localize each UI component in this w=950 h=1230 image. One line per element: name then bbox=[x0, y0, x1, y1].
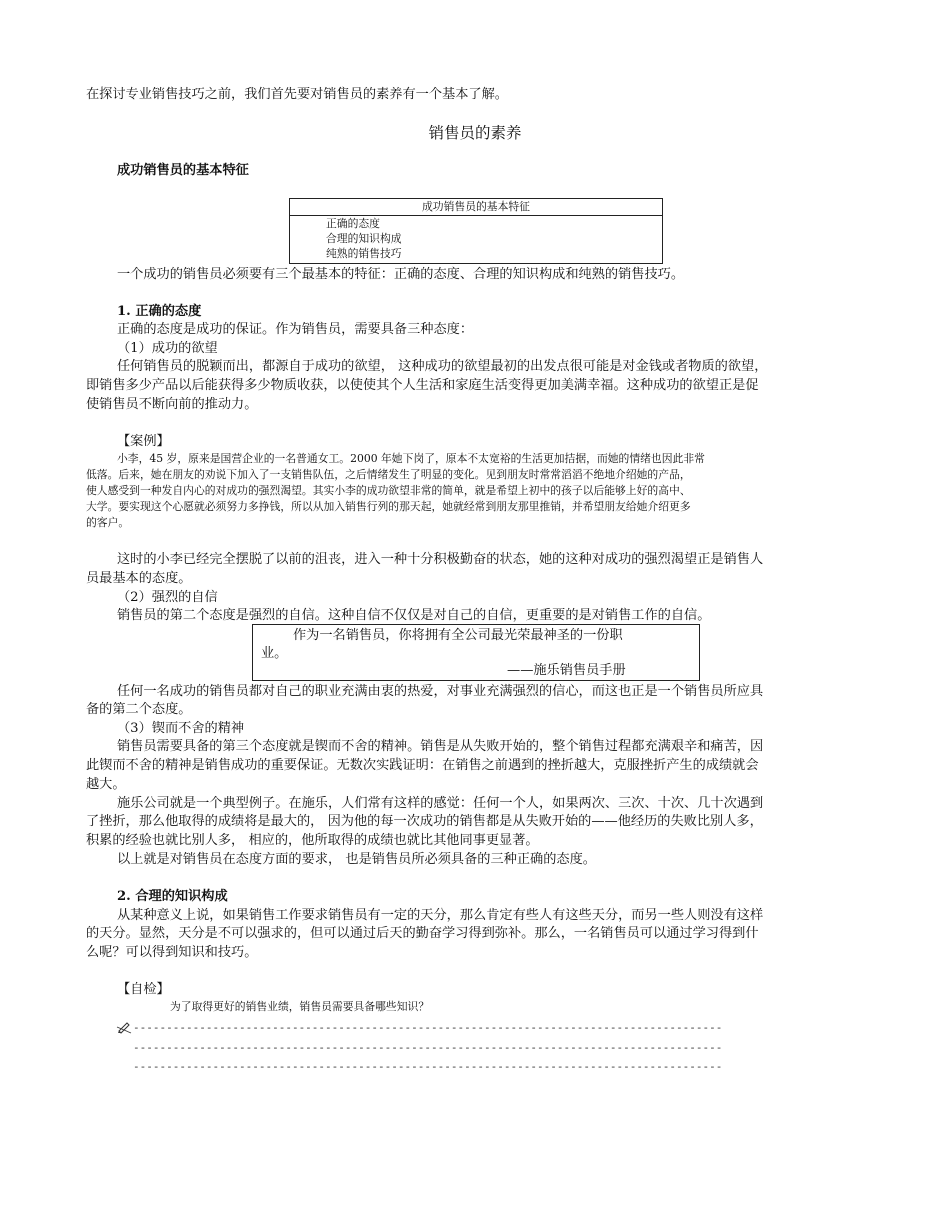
case-line: 大学。要实现这个心愿就必须努力多挣钱，所以从加入销售行列的那天起，她就经常到朋友那里推销，并希望朋友给她介绍更多 bbox=[86, 500, 691, 513]
selfcheck-label: 【自检】 bbox=[117, 982, 170, 997]
attitude-intro: 正确的态度是成功的保证。作为销售员，需要具备三种态度： bbox=[117, 322, 474, 337]
desire-line: 即销售多少产品以后能获得多少物质收获，以使使其个人生活和家庭生活变得更加美满幸福。这种成功的欲望正是促 bbox=[86, 378, 759, 393]
desire-line: 任何销售员的脱颖而出，都源自于成功的欲望， 这种成功的欲望最初的出发点很可能是对金钱或者物质的欲望， bbox=[117, 359, 768, 374]
quote-line: 作为一名销售员，你将拥有全公司最光荣最神圣的一份职 bbox=[293, 628, 623, 643]
knowledge-line: 的天分。显然，天分是不可以强求的，但可以通过后天的勤奋学习得到弥补。那么，一名销售员可以通过学习得到什 bbox=[86, 926, 759, 941]
knowledge-line: 么呢？可以得到知识和技巧。 bbox=[86, 945, 258, 960]
sub-heading-perseverance: （3）锲而不舍的精神 bbox=[117, 721, 245, 736]
xerox-line: 施乐公司就是一个典型例子。在施乐，人们常有这样的感觉：任何一个人，如果两次、三次、十次、几十次遇到 bbox=[117, 796, 764, 811]
feature-table-header: 成功销售员的基本特征 bbox=[290, 199, 662, 216]
quote-box bbox=[252, 624, 700, 681]
feature-item: 纯熟的销售技巧 bbox=[326, 247, 402, 260]
xerox-line: 积累的经验也就比别人多， 相应的，他所取得的成绩也就比其他同事更显著。 bbox=[86, 833, 539, 848]
perseverance-line: 销售员需要具备的第三个态度就是锲而不舍的精神。销售是从失败开始的，整个销售过程都充满艰辛和痛苦，因 bbox=[117, 739, 764, 754]
page-title: 销售员的素养 bbox=[428, 124, 522, 142]
feature-item: 合理的知识构成 bbox=[326, 232, 402, 245]
case-line: 低落。后来，她在朋友的劝说下加入了一支销售队伍，之后情绪发生了明显的变化。见到朋友时常常滔滔不绝地介绍她的产品， bbox=[86, 468, 691, 481]
section-heading: 成功销售员的基本特征 bbox=[117, 163, 249, 178]
feature-table bbox=[289, 198, 663, 264]
xerox-line: 了挫折，那么他取得的成绩将是最大的， 因为他的每一次成功的销售都是从失败开始的——他经历的失败比别人多， bbox=[86, 814, 763, 829]
case-label: 【案例】 bbox=[117, 434, 170, 449]
answer-line[interactable]: ----------------------------------------------------------------------------------------- bbox=[133, 1041, 723, 1054]
sub-heading-desire: （1）成功的欲望 bbox=[117, 341, 218, 356]
answer-line[interactable]: ----------------------------------------------------------------------------------------- bbox=[133, 1021, 723, 1034]
heading-correct-attitude: 1. 正确的态度 bbox=[117, 304, 202, 319]
after-case-line: 员最基本的态度。 bbox=[86, 571, 192, 586]
after-quote-line: 任何一名成功的销售员都对自己的职业充满由衷的热爱，对事业充满强烈的信心，而这也正是一个销售员所应具 bbox=[117, 684, 764, 699]
feature-item: 正确的态度 bbox=[326, 217, 380, 230]
selfcheck-question: 为了取得更好的销售业绩，销售员需要具备哪些知识？ bbox=[170, 1000, 430, 1013]
perseverance-line: 此锲而不舍的精神是销售成功的重要保证。无数次实践证明：在销售之前遇到的挫折越大，克服挫折产生的成绩就会 bbox=[86, 758, 759, 773]
pencil-icon bbox=[117, 1020, 131, 1034]
answer-line[interactable]: ----------------------------------------------------------------------------------------- bbox=[133, 1060, 723, 1073]
summary-paragraph: 一个成功的销售员必须要有三个最基本的特征：正确的态度、合理的知识构成和纯熟的销售技巧。 bbox=[117, 267, 685, 282]
intro-paragraph: 在探讨专业销售技巧之前，我们首先要对销售员的素养有一个基本了解。 bbox=[86, 87, 508, 102]
after-quote-line: 备的第二个态度。 bbox=[86, 702, 192, 717]
attitude-conclusion: 以上就是对销售员在态度方面的要求， 也是销售员所必须具备的三种正确的态度。 bbox=[117, 852, 596, 867]
case-line: 使人感受到一种发自内心的对成功的强烈渴望。其实小李的成功欲望非常的简单，就是希望上初中的孩子以后能够上好的高中、 bbox=[86, 484, 691, 497]
after-case-line: 这时的小李已经完全摆脱了以前的沮丧，进入一种十分积极勤奋的状态，她的这种对成功的强烈渴望正是销售人 bbox=[117, 552, 764, 567]
desire-line: 使销售员不断向前的推动力。 bbox=[86, 397, 258, 412]
heading-knowledge: 2. 合理的知识构成 bbox=[117, 889, 228, 904]
case-line: 小李，45 岁，原来是国营企业的一名普通女工。2000 年她下岗了，原本不太宽裕的生活更加拮据，而她的情绪也因此非常 bbox=[117, 452, 705, 465]
confidence-line: 销售员的第二个态度是强烈的自信。这种自信不仅仅是对自己的自信，更重要的是对销售工作的自信。 bbox=[117, 608, 711, 623]
knowledge-line: 从某种意义上说，如果销售工作要求销售员有一定的天分，那么肯定有些人有这些天分，而另一些人则没有这样 bbox=[117, 908, 764, 923]
quote-line: 业。 bbox=[261, 646, 288, 661]
case-line: 的客户。 bbox=[86, 516, 130, 529]
perseverance-line: 越大。 bbox=[86, 777, 126, 792]
sub-heading-confidence: （2）强烈的自信 bbox=[117, 590, 218, 605]
quote-source: ——施乐销售员手册 bbox=[507, 663, 626, 678]
